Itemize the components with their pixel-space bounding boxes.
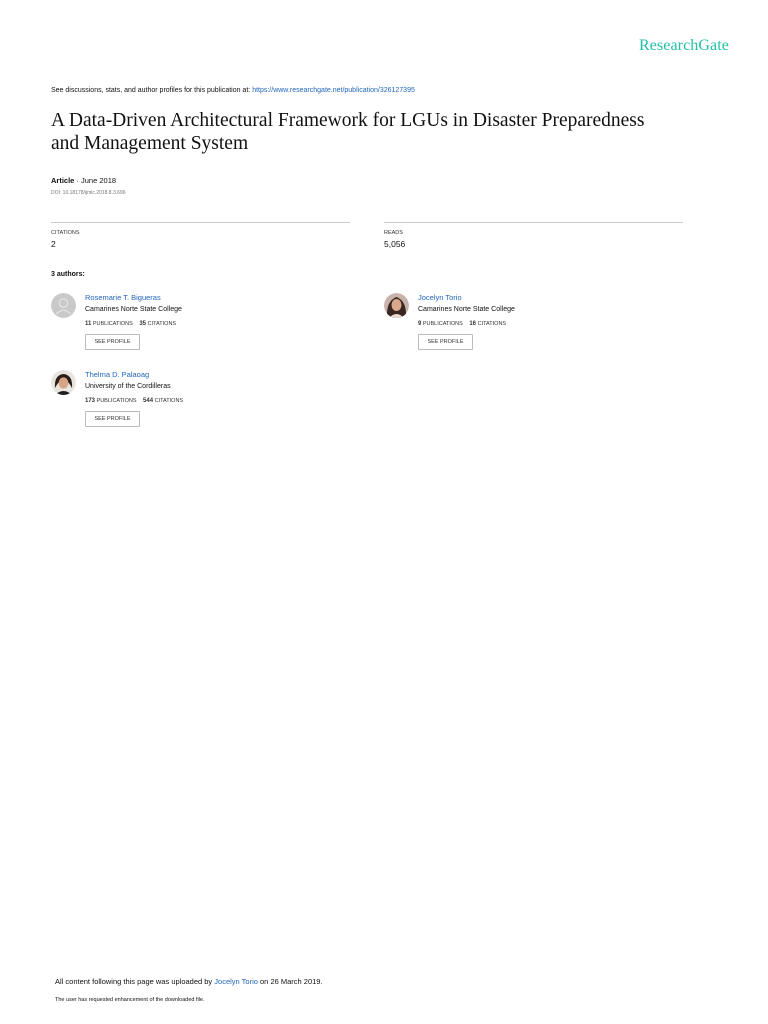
citations-count: 544: [143, 398, 154, 404]
author-photo[interactable]: [384, 293, 409, 318]
authors-heading: 3 authors:: [51, 271, 85, 278]
author-card: [51, 293, 351, 363]
citations-count: 35: [139, 321, 147, 327]
author-photo[interactable]: [51, 370, 76, 395]
discussion-text: See discussions, stats, and author profiles for this publication at:: [51, 87, 251, 94]
see-profile-button[interactable]: SEE PROFILE: [85, 411, 140, 427]
see-profile-button[interactable]: SEE PROFILE: [418, 334, 473, 350]
author-stats: [85, 398, 183, 404]
citations-divider: [51, 222, 350, 223]
citations-label: CITATIONS: [477, 321, 507, 327]
publications-label: PUBLICATIONS: [422, 321, 463, 327]
see-profile-button[interactable]: SEE PROFILE: [85, 334, 140, 350]
enhancement-note: The user has requested enhancement of the downloaded file.: [55, 997, 205, 1003]
reads-divider: [384, 222, 683, 223]
citations-value: 2: [51, 239, 56, 249]
author-institution: Camarines Norte State College: [85, 306, 182, 313]
upload-note: [55, 977, 323, 986]
author-card: [51, 370, 351, 440]
author-stats: [418, 321, 506, 327]
upload-prefix: All content following this page was uploaded by: [55, 977, 213, 986]
publications-count: 11: [85, 321, 92, 327]
publications-count: 173: [85, 398, 96, 404]
article-type: Article: [51, 176, 75, 185]
default-person-icon[interactable]: [51, 293, 76, 318]
citations-label: CITATIONS: [51, 230, 80, 236]
publications-label: PUBLICATIONS: [96, 398, 137, 404]
reads-value: 5,056: [384, 239, 406, 249]
researchgate-logo[interactable]: ResearchGate: [638, 37, 729, 54]
author-name-link[interactable]: Rosemarie T. Bigueras: [85, 293, 161, 302]
discussion-line: [51, 87, 415, 94]
uploader-link[interactable]: Jocelyn Torio: [214, 977, 258, 986]
article-meta: Article · June 2018: [51, 176, 117, 185]
author-name-link[interactable]: Jocelyn Torio: [418, 293, 462, 302]
author-stats: [85, 321, 176, 327]
citations-count: 16: [469, 321, 477, 327]
author-institution: Camarines Norte State College: [418, 306, 515, 313]
publications-count: 9: [418, 321, 422, 327]
upload-suffix: on 26 March 2019.: [260, 977, 323, 986]
author-name-link[interactable]: Thelma D. Palaoag: [85, 370, 150, 379]
publications-label: PUBLICATIONS: [92, 321, 133, 327]
author-card: [384, 293, 684, 363]
article-title-line-1: A Data-Driven Architectural Framework for LGUs in Disaster Preparedness: [51, 110, 645, 131]
article-doi: DOI: 10.18178/ijmlc.2018.8.3.696: [51, 190, 126, 196]
article-title: [51, 109, 711, 155]
article-title-line-2: and Management System: [51, 133, 249, 154]
author-institution: University of the Cordilleras: [85, 383, 171, 390]
citations-label: CITATIONS: [147, 321, 177, 327]
reads-label: READS: [384, 230, 403, 236]
citations-label: CITATIONS: [154, 398, 184, 404]
article-date: June 2018: [81, 176, 117, 185]
publication-link[interactable]: https://www.researchgate.net/publication/326127395: [252, 87, 415, 94]
